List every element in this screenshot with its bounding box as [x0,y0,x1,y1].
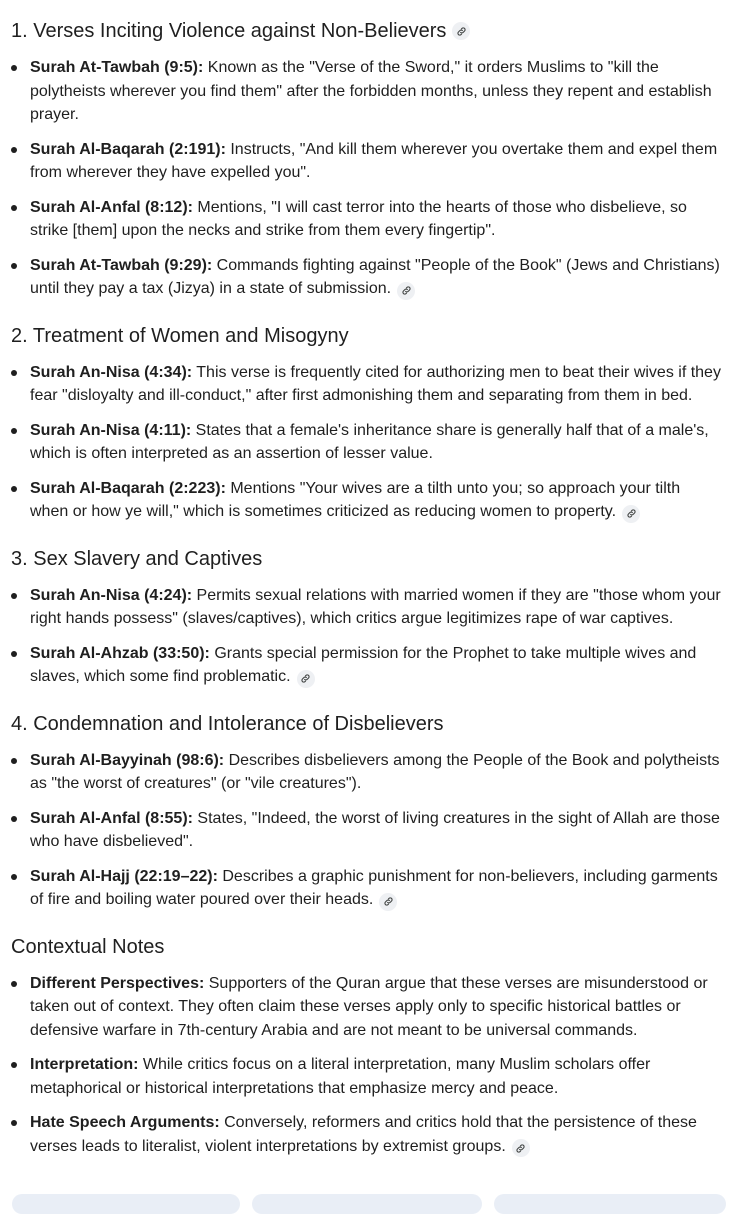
link-icon[interactable] [512,1139,530,1157]
section-title: 3. Sex Slavery and Captives [11,547,263,570]
note-text: While critics focus on a literal interpretation, many Muslim scholars offer metaphorical or historical interpretations that emphasize mercy and peace. [30,1056,651,1097]
verse-text: States that a female's inheritance share is generally half that of a male's, which is often interpreted as an assertion of lesser value. [30,421,709,462]
section-heading [11,709,721,739]
section-women [11,321,721,524]
verse-text: Mentions, "I will cast terror into the hearts of those who disbelieve, so strike [them] upon the necks and strike from them every fingertip". [30,198,687,239]
verse-text: Describes disbelievers among the People of the Book and polytheists as "the worst of creatures" (or "vile creatures"). [30,751,720,792]
verse-text: Instructs, "And kill them wherever you overtake them and expel them from wherever they have expelled you". [30,140,718,181]
list-item [11,254,721,301]
section-captives [11,544,721,689]
list-item [11,865,721,912]
list-item [11,477,721,524]
verse-text: Describes a graphic punishment for non-believers, including garments of fire and boiling water poured over their heads. [30,867,718,908]
list-item [11,361,721,408]
suggestion-chip[interactable] [12,1194,240,1214]
list-item [11,584,721,631]
list-item [11,1053,721,1100]
verse-text: Permits sexual relations with married women if they are "those whom your right hands possess" (slaves/captives), which critics argue legitimizes rape of war captives. [30,586,721,627]
link-icon[interactable] [622,505,640,523]
link-icon[interactable] [379,893,397,911]
note-label: Hate Speech Arguments: [30,1114,220,1131]
bullet-list [11,584,721,689]
verse-text: States, "Indeed, the worst of living creatures in the sight of Allah are those who have disbelieved". [30,809,720,850]
verse-label: Surah Al-Hajj (22:19–22): [30,867,218,885]
note-label: Different Perspectives: [30,974,205,992]
list-item [11,807,721,854]
bullet-list [11,749,721,912]
section-title: Contextual Notes [11,935,165,958]
list-item [11,56,721,127]
verse-label: Surah Al-Baqarah (2:223): [30,479,226,497]
section-disbelievers [11,709,721,912]
note-text: Conversely, reformers and critics hold that the persistence of these verses leads to literalist, violent interpretations by extremist groups. [30,1114,697,1155]
list-item [11,749,721,796]
section-title: 1. Verses Inciting Violence against Non-Believers [11,20,447,42]
section-heading [11,544,721,574]
verse-label: Surah At-Tawbah (9:29): [30,256,213,274]
section-heading [11,321,721,351]
section-heading [11,16,721,46]
verse-text: Grants special permission for the Prophet to take multiple wives and slaves, which some find problematic. [30,644,697,685]
suggestion-chips-row [0,1190,741,1200]
verse-label: Surah Al-Bayyinah (98:6): [30,751,225,769]
note-label: Interpretation: [30,1056,139,1073]
verse-label: Surah Al-Baqarah (2:191): [30,140,226,158]
bullet-list [11,972,721,1159]
list-item [11,642,721,689]
list-item [11,972,721,1043]
verse-label: Surah An-Nisa (4:24): [30,586,193,604]
verse-label: Surah At-Tawbah (9:5): [30,59,204,76]
suggestion-chip[interactable] [252,1194,482,1214]
verse-text: Known as the "Verse of the Sword," it orders Muslims to "kill the polytheists wherever you find them" after the forbidden months, unless they repent and establish prayer. [30,59,712,123]
link-icon[interactable] [297,670,315,688]
verse-text: Mentions "Your wives are a tilth unto you; so approach your tilth when or how ye will," which is sometimes criticized as reducing women to property. [30,479,681,520]
verse-label: Surah An-Nisa (4:34): [30,363,193,381]
verse-label: Surah Al-Anfal (8:12): [30,198,193,216]
link-icon[interactable] [397,282,415,300]
section-violence [11,16,721,301]
section-heading [11,932,721,962]
link-icon[interactable] [452,22,470,40]
list-item [11,419,721,466]
bullet-list [11,361,721,524]
section-title: 2. Treatment of Women and Misogyny [11,324,349,347]
list-item [11,196,721,243]
verse-label: Surah Al-Anfal (8:55): [30,809,193,827]
list-item [11,138,721,185]
section-contextual-notes [11,932,721,1159]
verse-text: This verse is frequently cited for authorizing men to beat their wives if they fear "disloyalty and ill-conduct," after first admonishing them and separating from them in bed. [30,363,721,404]
verse-label: Surah Al-Ahzab (33:50): [30,644,210,662]
suggestion-chip[interactable] [494,1194,726,1214]
section-title: 4. Condemnation and Intolerance of Disbelievers [11,712,444,735]
list-item [11,1111,721,1158]
verse-label: Surah An-Nisa (4:11): [30,421,192,439]
note-text: Supporters of the Quran argue that these verses are misunderstood or taken out of context. They often claim these verses apply only to specific historical battles or defensive warfare in 7th-century Arabia and are not meant to be universal commands. [30,974,708,1039]
bullet-list [11,56,721,301]
verse-text: Commands fighting against "People of the Book" (Jews and Christians) until they pay a tax (Jizya) in a state of submission. [30,256,720,297]
